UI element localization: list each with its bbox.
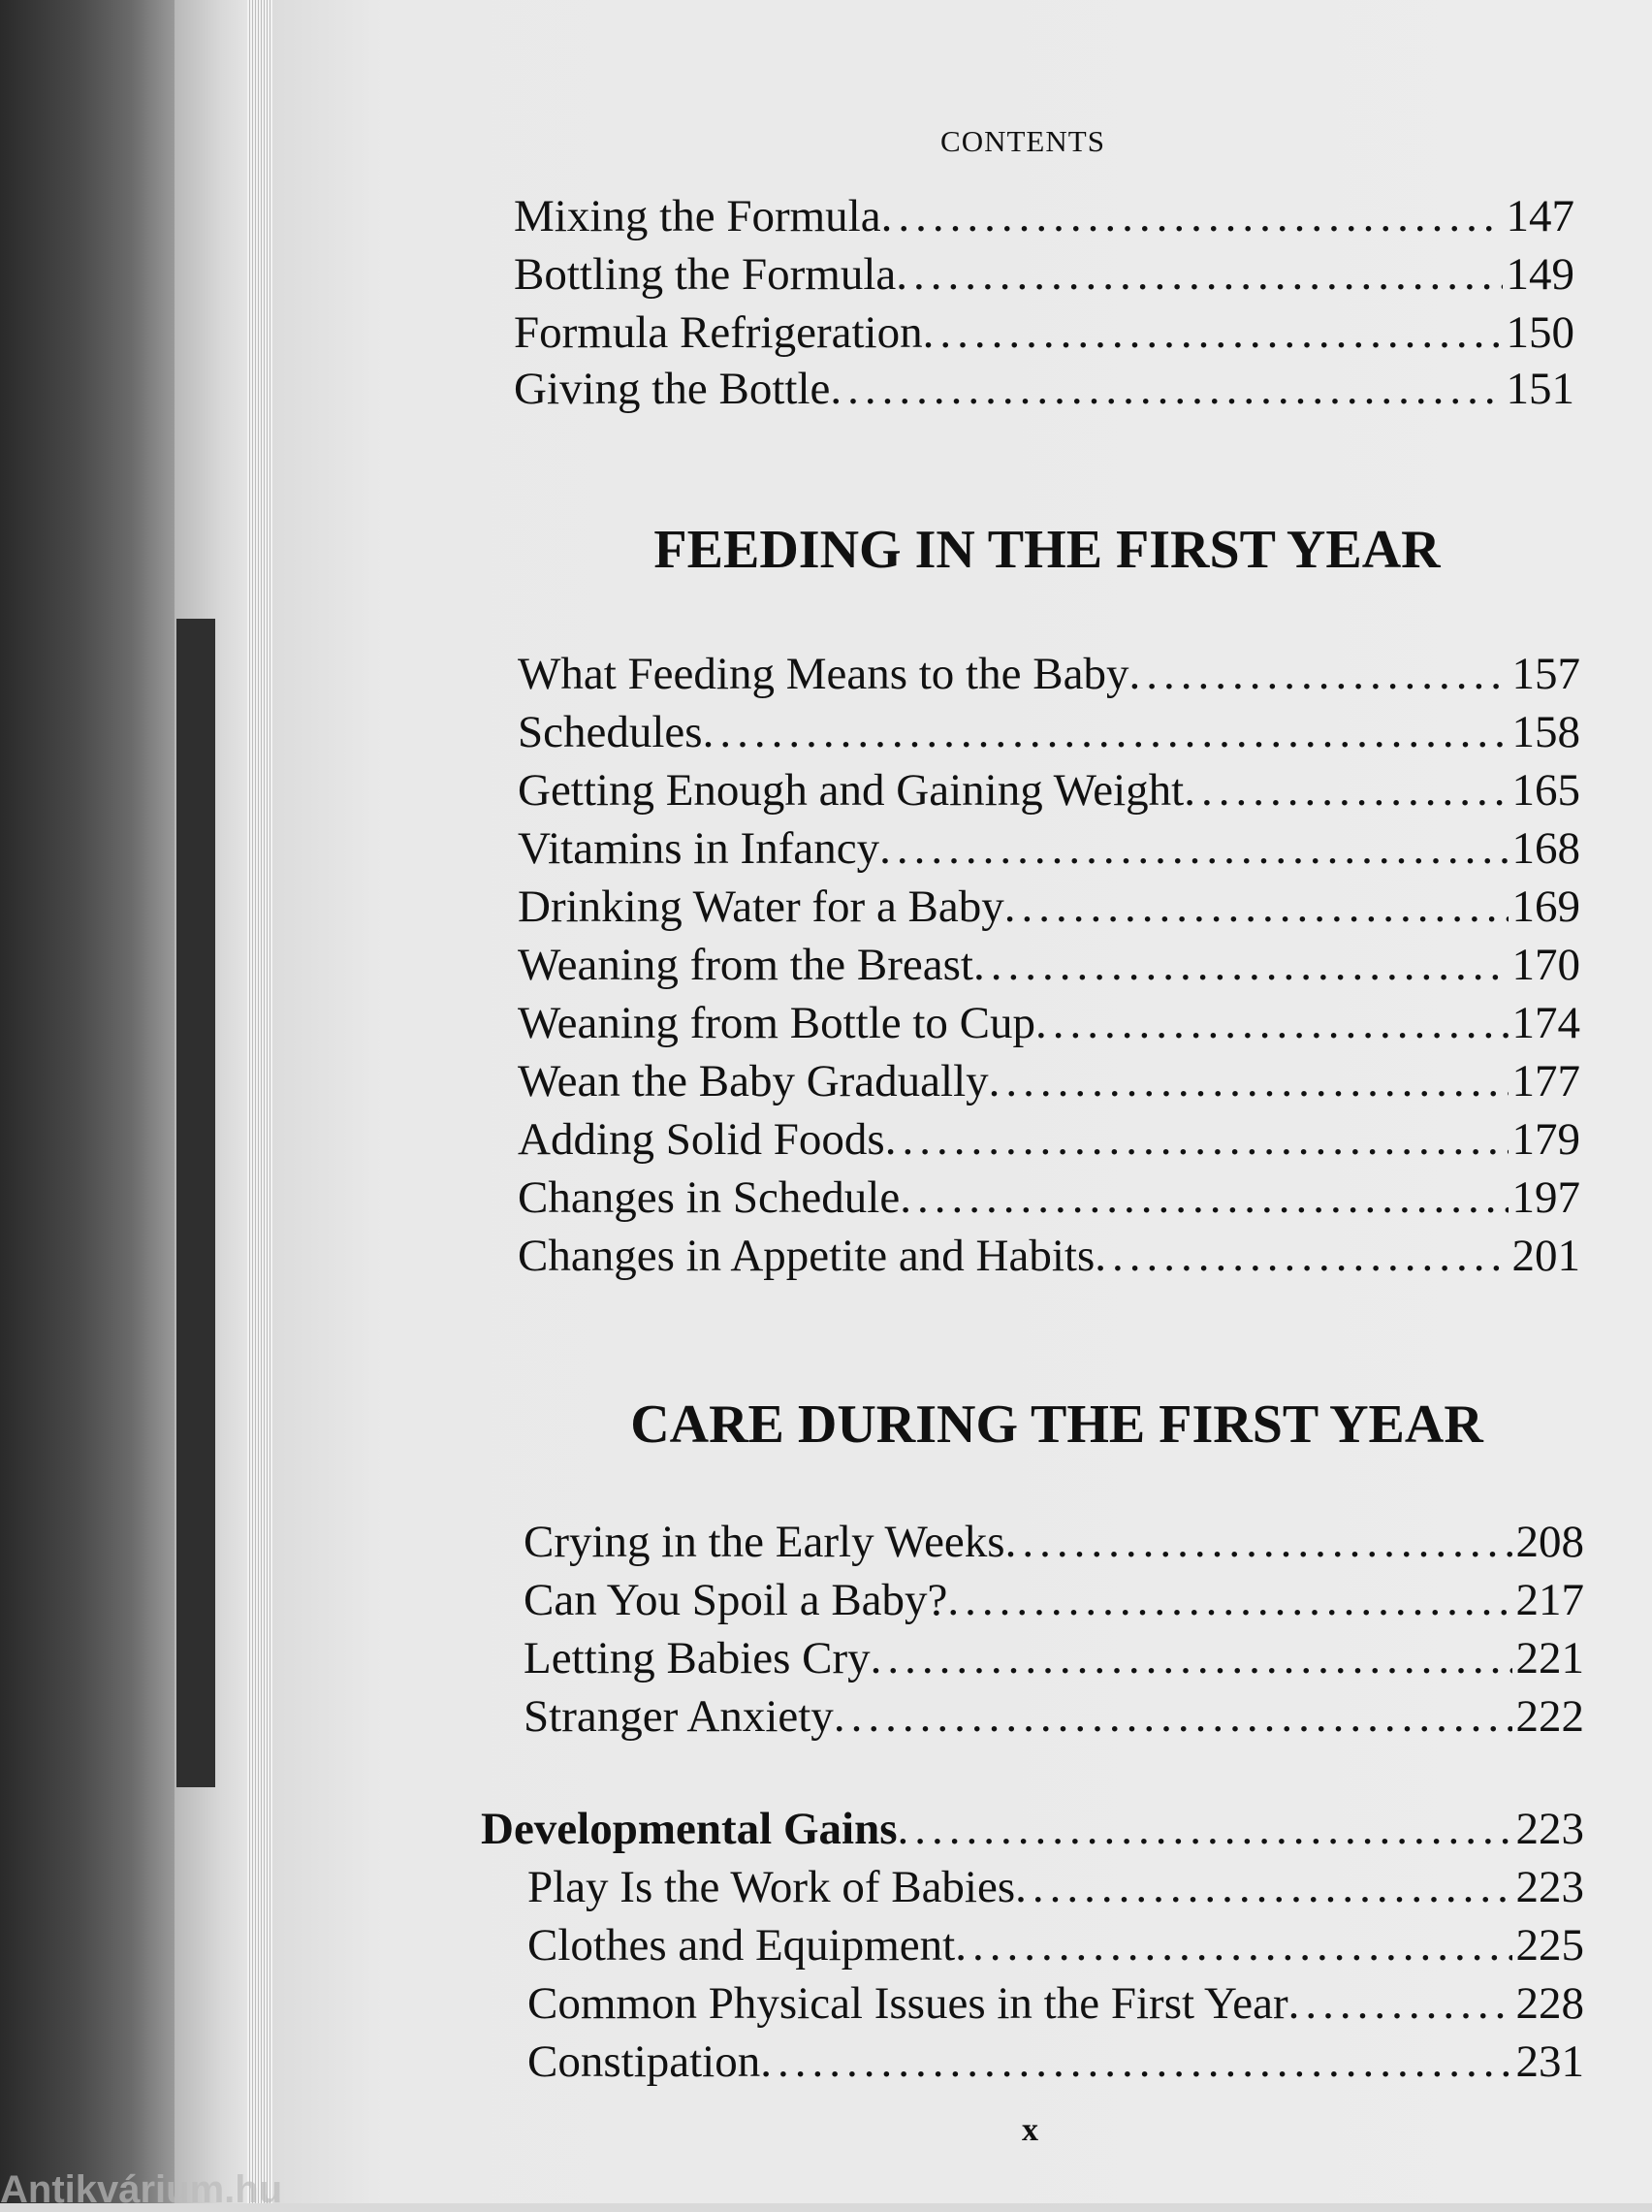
dot-leader <box>1288 1974 1512 2033</box>
page-folio: x <box>1022 2112 1038 2148</box>
entry-title: Mixing the Formula <box>514 191 881 241</box>
toc-entry <box>514 360 1574 418</box>
entry-title: Crying in the Early Weeks <box>524 1517 1005 1567</box>
toc-entry <box>518 936 1580 994</box>
entry-page: 169 <box>1511 882 1580 932</box>
entry-page: 150 <box>1506 307 1574 358</box>
section-heading-care: CARE DURING THE FIRST YEAR <box>630 1395 1483 1455</box>
toc-entry <box>524 1571 1584 1629</box>
dot-leader <box>900 1169 1508 1227</box>
toc-entry <box>527 1974 1584 2033</box>
entry-title: Weaning from Bottle to Cup <box>518 998 1036 1048</box>
entry-title: Formula Refrigeration <box>514 307 923 358</box>
toc-entry <box>518 761 1580 819</box>
dot-leader <box>1095 1227 1508 1285</box>
page-edges <box>247 0 272 2203</box>
entry-title: Bottling the Formula <box>514 249 897 300</box>
dot-leader <box>1128 645 1508 703</box>
entry-page: 170 <box>1511 940 1580 990</box>
entry-title: Letting Babies Cry <box>524 1633 871 1683</box>
dot-leader <box>1035 994 1508 1052</box>
entry-title: Can You Spoil a Baby? <box>524 1575 948 1625</box>
dot-leader <box>871 1629 1512 1687</box>
entry-page: 157 <box>1511 649 1580 699</box>
dot-leader <box>760 2033 1511 2091</box>
entry-page: 174 <box>1511 998 1580 1048</box>
entry-page: 208 <box>1515 1517 1584 1567</box>
dot-leader <box>947 1571 1511 1629</box>
entry-page: 147 <box>1506 191 1574 241</box>
dot-leader <box>885 1110 1509 1169</box>
dot-leader <box>830 360 1502 418</box>
toc-entry <box>524 1687 1584 1746</box>
toc-entry <box>527 2033 1584 2091</box>
section-heading-feeding: FEEDING IN THE FIRST YEAR <box>653 520 1441 580</box>
entry-title: Weaning from the Breast <box>518 940 973 990</box>
dot-leader <box>834 1687 1512 1746</box>
toc-entry <box>514 304 1574 362</box>
toc-entry <box>527 1916 1584 1974</box>
entry-title: Stranger Anxiety <box>524 1691 834 1742</box>
toc-entry <box>518 878 1580 936</box>
dot-leader <box>973 936 1509 994</box>
dot-leader <box>1184 761 1508 819</box>
dot-leader <box>703 703 1509 761</box>
dot-leader <box>1004 878 1509 936</box>
entry-page: 179 <box>1511 1114 1580 1165</box>
entry-title: What Feeding Means to the Baby <box>518 649 1129 699</box>
dot-leader <box>989 1052 1509 1110</box>
dot-leader <box>879 819 1508 878</box>
dot-leader <box>923 304 1503 362</box>
entry-title: Getting Enough and Gaining Weight <box>518 765 1185 816</box>
entry-title: Clothes and Equipment <box>527 1920 956 1971</box>
toc-entry <box>527 1858 1584 1916</box>
entry-title: Schedules <box>518 707 703 757</box>
entry-page: 201 <box>1511 1231 1580 1281</box>
toc-entry <box>524 1629 1584 1687</box>
dot-leader <box>955 1916 1511 1974</box>
entry-title: Changes in Appetite and Habits <box>518 1231 1096 1281</box>
entry-page: 221 <box>1515 1633 1584 1683</box>
entry-title: Wean the Baby Gradually <box>518 1056 989 1106</box>
entry-page: 151 <box>1506 364 1574 414</box>
entry-page: 223 <box>1515 1862 1584 1912</box>
toc-entry <box>518 645 1580 703</box>
entry-page: 177 <box>1511 1056 1580 1106</box>
entry-page: 228 <box>1515 1978 1584 2029</box>
entry-title: Vitamins in Infancy <box>518 823 880 874</box>
toc-entry <box>518 1110 1580 1169</box>
dot-leader <box>881 187 1503 245</box>
entry-title: Constipation <box>527 2036 761 2087</box>
entry-title: Drinking Water for a Baby <box>518 882 1004 932</box>
dot-leader <box>896 245 1502 304</box>
toc-entry <box>518 703 1580 761</box>
toc-entry <box>518 1227 1580 1285</box>
entry-page: 225 <box>1515 1920 1584 1971</box>
toc-entry <box>514 187 1574 245</box>
toc-section-entry <box>481 1800 1584 1858</box>
entry-title: Giving the Bottle <box>514 364 831 414</box>
bookmark-ribbon <box>176 619 215 1787</box>
entry-page: 223 <box>1515 1804 1584 1854</box>
toc-entry <box>518 994 1580 1052</box>
section-title: Developmental Gains <box>481 1804 898 1854</box>
entry-page: 222 <box>1515 1691 1584 1742</box>
toc-entry <box>514 245 1574 304</box>
spine-shadow <box>0 0 175 2203</box>
entry-page: 168 <box>1511 823 1580 874</box>
dot-leader <box>1005 1513 1512 1571</box>
toc-entry <box>518 1052 1580 1110</box>
dot-leader <box>898 1800 1512 1858</box>
toc-entry <box>518 1169 1580 1227</box>
dot-leader <box>1015 1858 1511 1916</box>
entry-title: Common Physical Issues in the First Year <box>527 1978 1288 2029</box>
toc-entry <box>518 819 1580 878</box>
running-head: CONTENTS <box>940 124 1105 158</box>
entry-title: Play Is the Work of Babies <box>527 1862 1016 1912</box>
entry-title: Changes in Schedule <box>518 1172 901 1223</box>
entry-title: Adding Solid Foods <box>518 1114 885 1165</box>
toc-entry <box>524 1513 1584 1571</box>
entry-page: 149 <box>1506 249 1574 300</box>
entry-page: 231 <box>1515 2036 1584 2087</box>
entry-page: 165 <box>1511 765 1580 816</box>
entry-page: 217 <box>1515 1575 1584 1625</box>
watermark: Antikvárium.hu <box>0 2168 283 2211</box>
entry-page: 158 <box>1511 707 1580 757</box>
entry-page: 197 <box>1511 1172 1580 1223</box>
